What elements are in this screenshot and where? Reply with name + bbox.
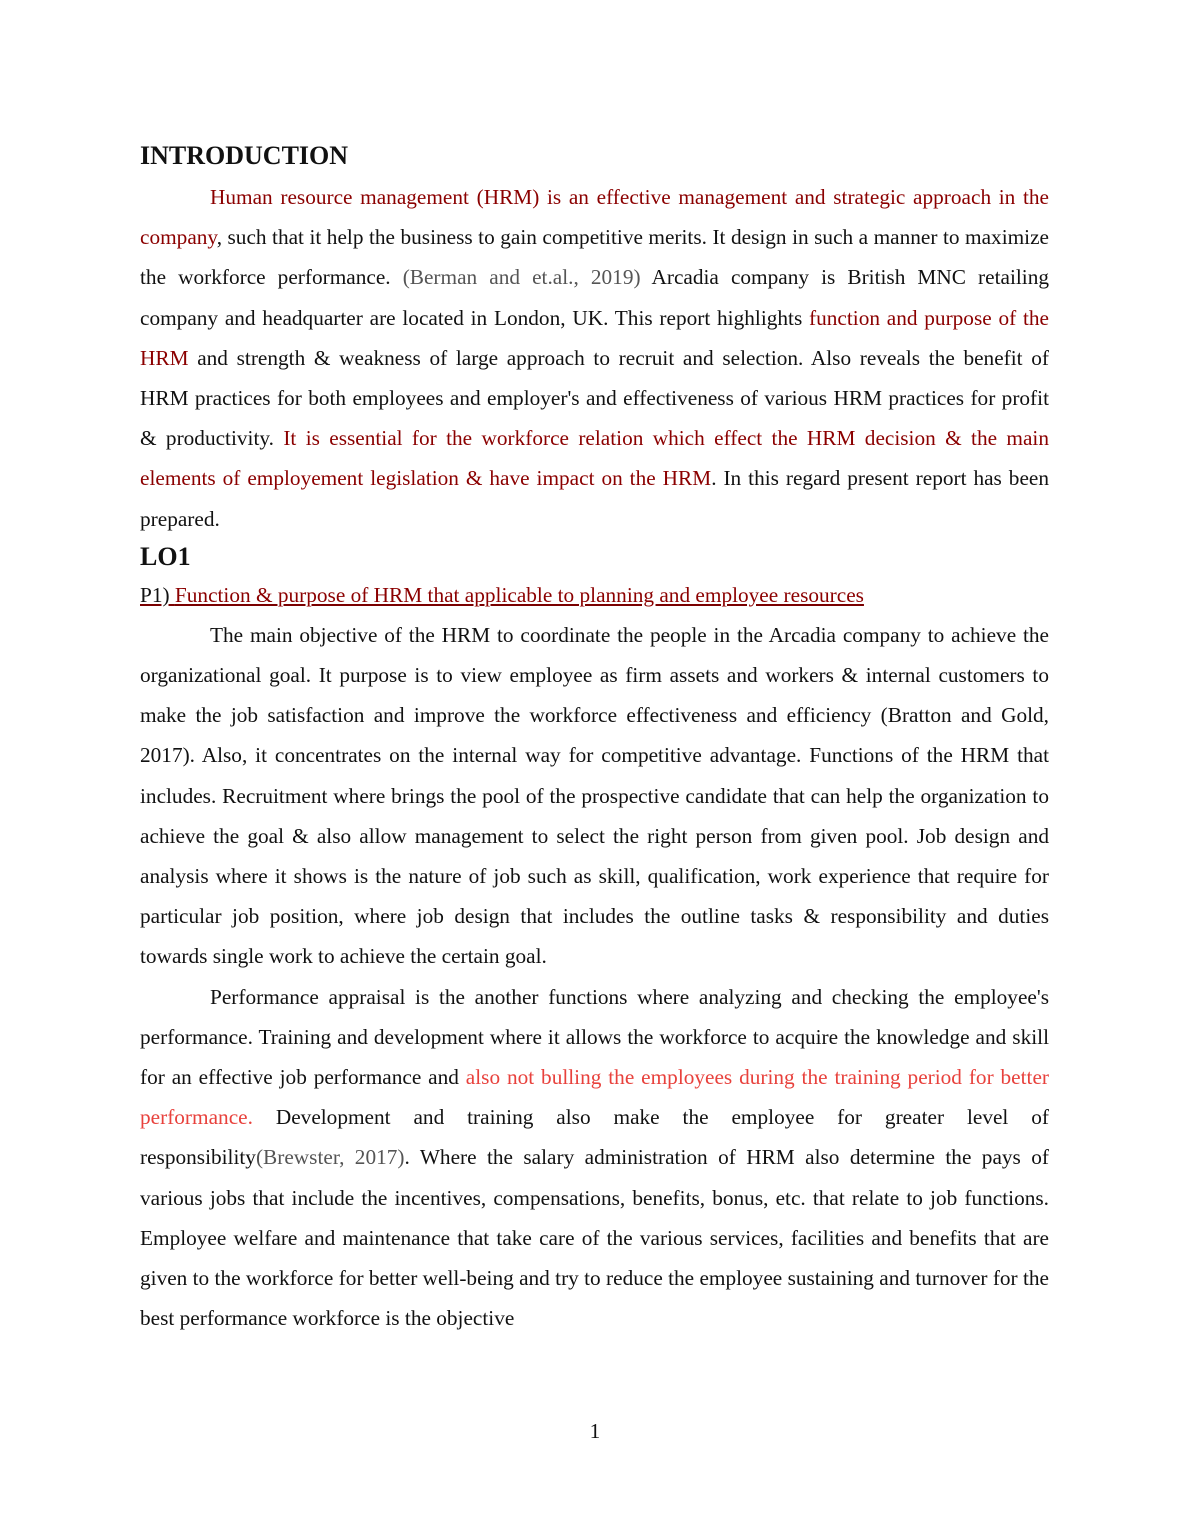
body-text: . Where the salary administration of HRM also determine the pays of various jobs that include the incentives, compensations, benefits, bonus, etc. that relate to job functions. Employee welfare and maintenance that take care of the various services, facilities and benefits that are given to the workforce for better well-being and try to reduce the employee sustaining and turnover for the best performance workforce is the objective (140, 1145, 1049, 1331)
introduction-paragraph (140, 177, 1049, 539)
hrm-functions-paragraph (140, 977, 1049, 1339)
highlighted-text: It is essential for the workforce relation which effect the HRM decision & the main elements of employement legislation & have impact on the HRM (140, 426, 1049, 491)
lo1-heading: LO1 (140, 541, 191, 571)
body-text: Arcadia company is British MNC retailing company and headquarter are located in London, UK. This report highlights (140, 265, 1049, 330)
highlighted-text: Human resource management (HRM) is an effective management and strategic approach in the company (140, 185, 1049, 250)
citation: (Berman and et.al., 2019) (402, 265, 641, 290)
subheading-prefix: P1) (140, 582, 175, 607)
body-text: Performance appraisal is the another functions where analyzing and checking the employee's performance. Training and development where it allows the workforce to acquire the knowledge and skill for an effective job performance and (140, 984, 1049, 1090)
body-text: , such that it help the business to gain competitive merits. It design in such a manner to maximize the workforce performance. (140, 225, 1049, 290)
citation: (Brewster, 2017) (255, 1145, 405, 1170)
highlighted-text: also not bulling the employees during the training period for better performance. (140, 1065, 1050, 1130)
hrm-objective-paragraph: The main objective of the HRM to coordinate the people in the Arcadia company to achieve the organizational goal. It purpose is to view employee as firm assets and workers & internal customers to make the job satisfaction and improve the workforce effectiveness and efficiency (Bratton and Gold, 2017). Also, it concentrates on the internal way for competitive advantage. Functions of the HRM that includes. Recruitment where brings the pool of the prospective candidate that can help the organization to achieve the goal & also allow management to select the right person from given pool. Job design and analysis where it shows is the nature of job such as skill, qualification, work experience that require for particular job position, where job design that includes the outline tasks & responsibility and duties towards single work to achieve the certain goal. (140, 622, 1049, 969)
introduction-heading: INTRODUCTION (140, 141, 349, 170)
p1-subheading (140, 575, 1049, 615)
subheading-text: Function & purpose of HRM that applicable to planning and employee resources (174, 582, 864, 607)
document-page (140, 138, 1049, 1338)
body-text: and strength & weakness of large approach to recruit and selection. Also reveals the benefit of HRM practices for both employees and employer's and effectiveness of various HRM practices for profit & productivity. (140, 345, 1049, 451)
highlighted-text: function and purpose of the HRM (140, 305, 1049, 370)
body-text: . In this regard present report has been prepared. (140, 466, 1049, 531)
page-number: 1 (589, 1419, 601, 1443)
body-text: Development and training also make the employee for greater level of responsibility (140, 1105, 1049, 1170)
